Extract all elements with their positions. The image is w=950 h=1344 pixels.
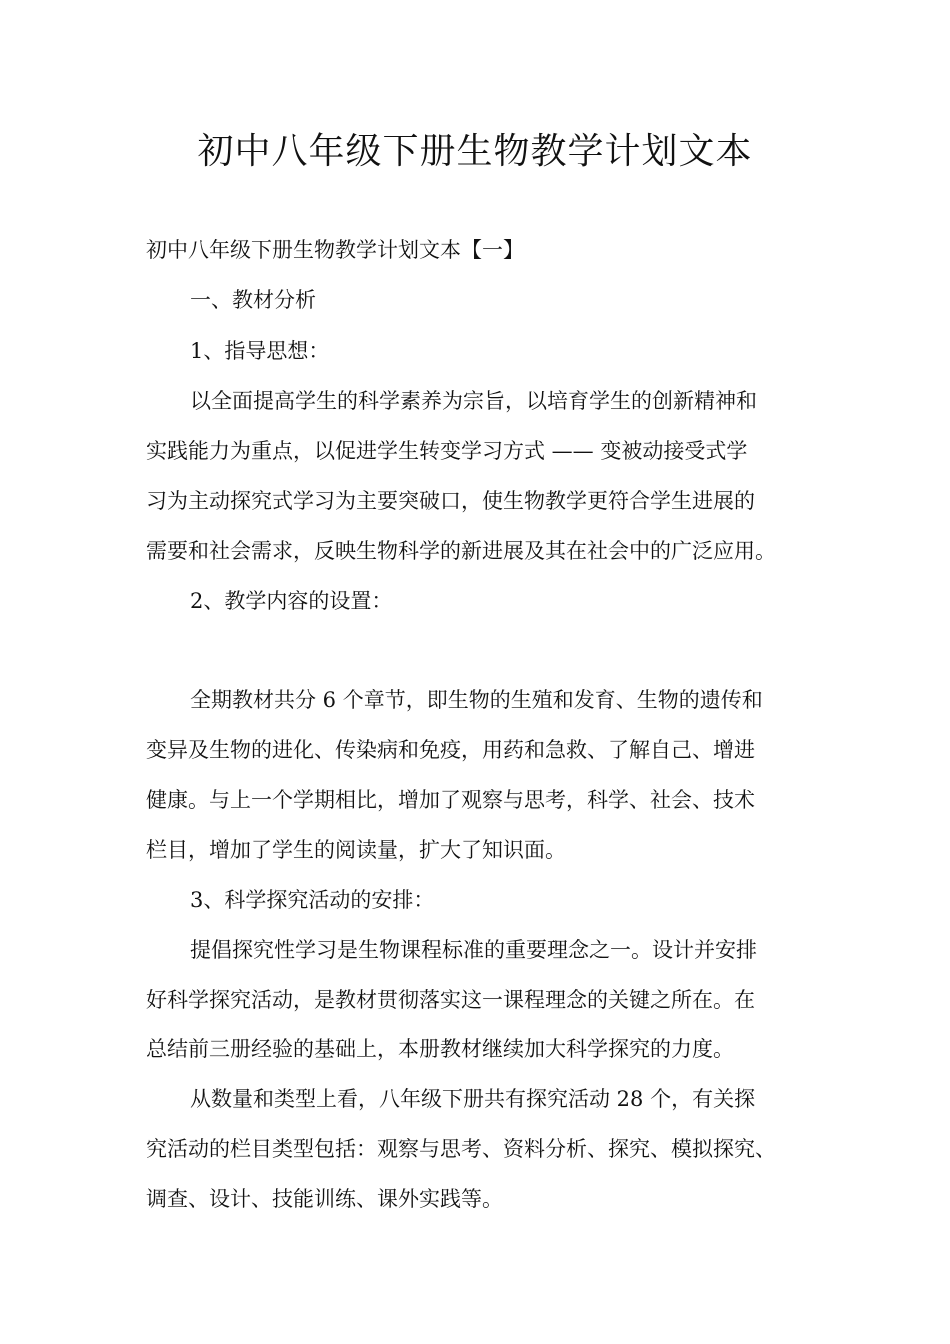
paragraph-line: 提倡探究性学习是生物课程标准的重要理念之一。设计并安排 [190, 938, 757, 962]
paragraph-line: 总结前三册经验的基础上，本册教材继续加大科学探究的力度。 [146, 1037, 734, 1061]
part-heading: 一、教材分析 [190, 288, 316, 312]
paragraph-line: 健康。与上一个学期相比，增加了观察与思考，科学、社会、技术 [146, 788, 755, 812]
paragraph-line: 好科学探究活动，是教材贯彻落实这一课程理念的关键之所在。在 [146, 988, 755, 1012]
paragraph-line: 以全面提高学生的科学素养为宗旨，以培育学生的创新精神和 [190, 389, 757, 413]
paragraph-line: 变异及生物的进化、传染病和免疫，用药和急救、了解自己、增进 [146, 738, 755, 762]
paragraph-line: 习为主动探究式学习为主要突破口，使生物教学更符合学生进展的 [146, 489, 755, 513]
paragraph-line: 从数量和类型上看，八年级下册共有探究活动 28 个，有关探 [190, 1087, 756, 1111]
subheading: 3、科学探究活动的安排： [190, 888, 435, 912]
subheading: 1、指导思想： [190, 339, 330, 363]
document-title: 初中八年级下册生物教学计划文本 [197, 131, 753, 172]
paragraph-line: 全期教材共分 6 个章节，即生物的生殖和发育、生物的遗传和 [190, 688, 763, 712]
section-heading: 初中八年级下册生物教学计划文本【一】 [146, 238, 524, 262]
paragraph-line: 栏目，增加了学生的阅读量，扩大了知识面。 [146, 838, 566, 862]
paragraph-line: 究活动的栏目类型包括：观察与思考、资料分析、探究、模拟探究、 [146, 1137, 776, 1161]
paragraph-line: 实践能力为重点，以促进学生转变学习方式 —— 变被动接受式学 [146, 439, 748, 463]
paragraph-line: 需要和社会需求，反映生物科学的新进展及其在社会中的广泛应用。 [146, 539, 776, 563]
paragraph-line: 调查、设计、技能训练、课外实践等。 [146, 1187, 503, 1211]
subheading: 2、教学内容的设置： [190, 589, 393, 613]
